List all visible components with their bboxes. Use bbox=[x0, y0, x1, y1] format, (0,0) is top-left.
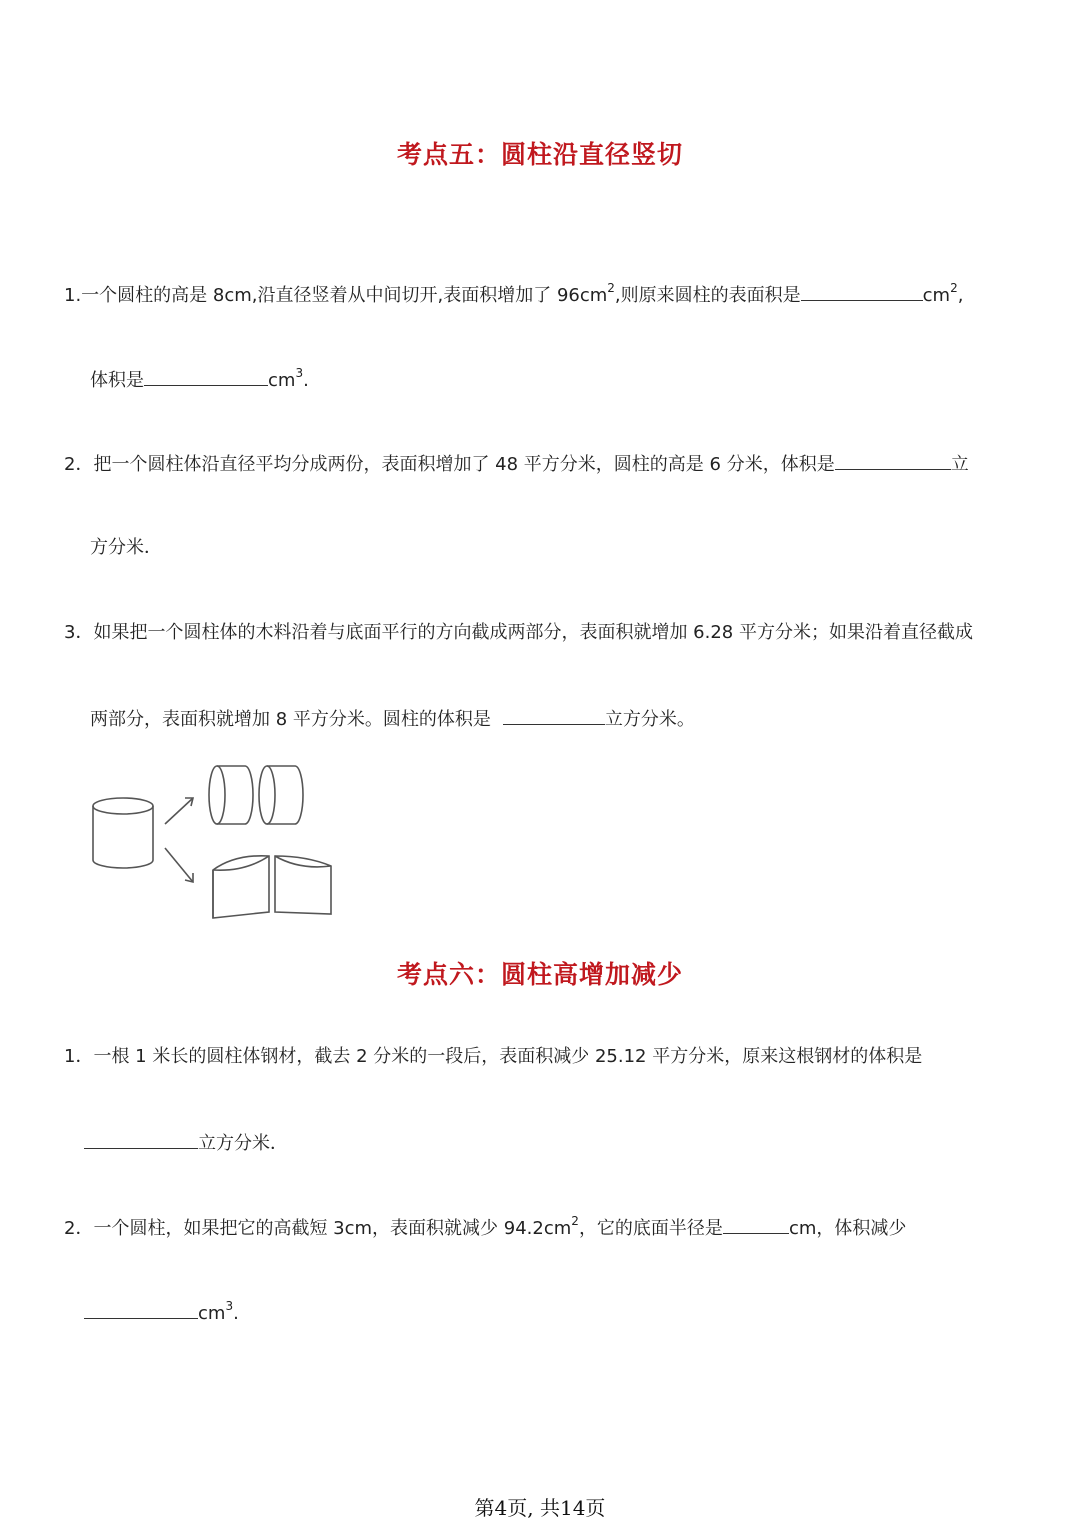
answer-blank[interactable] bbox=[801, 282, 923, 301]
arrow-up-right-icon bbox=[165, 798, 193, 824]
cylinder-icon bbox=[93, 798, 153, 868]
question-5-2-line-2 bbox=[90, 536, 162, 560]
cylinder-cutting-figure bbox=[85, 760, 345, 930]
question-text: 两部分，表面积就增加 8 平方分米。圆柱的体积是 bbox=[90, 709, 491, 730]
question-5-3-line-2 bbox=[90, 706, 695, 732]
answer-blank[interactable] bbox=[723, 1215, 789, 1234]
punctuation: . bbox=[233, 1303, 239, 1324]
question-text: 立方分米。 bbox=[604, 709, 695, 730]
answer-blank[interactable] bbox=[144, 367, 268, 386]
unit-text: cm bbox=[268, 370, 296, 391]
answer-blank[interactable] bbox=[84, 1130, 198, 1149]
question-text: 1.一个圆柱的高是 8cm,沿直径竖着从中间切开,表面积增加了 96cm bbox=[64, 285, 608, 306]
unit-text: cm bbox=[198, 1303, 226, 1324]
question-text: 3．如果把一个圆柱体的木料沿着与底面平行的方向截成两部分，表面积就增加 6.28 平方分米；如果沿着直径截成 bbox=[64, 622, 973, 643]
punctuation: . bbox=[303, 370, 309, 391]
question-text: ，它的底面半径是 bbox=[578, 1218, 723, 1239]
question-5-1-line-1 bbox=[64, 282, 963, 308]
question-text: 2．一个圆柱，如果把它的高截短 3cm，表面积就减少 94.2cm bbox=[64, 1218, 572, 1239]
superscript: 2 bbox=[950, 281, 958, 295]
question-5-1-line-2 bbox=[90, 367, 309, 393]
question-text: 2．把一个圆柱体沿直径平均分成两份，表面积增加了 48 平方分米，圆柱的高是 6 分米，体积是 bbox=[64, 454, 835, 475]
section-5-title: 考点五：圆柱沿直径竖切 bbox=[396, 140, 683, 169]
question-6-2-line-2 bbox=[84, 1300, 239, 1326]
question-text: 立 bbox=[950, 454, 969, 475]
section-6-title: 考点六：圆柱高增加减少 bbox=[396, 960, 683, 989]
superscript: 2 bbox=[571, 1214, 579, 1228]
question-text: 立方分米． bbox=[198, 1133, 288, 1154]
unit-text: cm bbox=[922, 285, 951, 306]
answer-blank[interactable] bbox=[84, 1300, 198, 1319]
question-5-2-line-1 bbox=[64, 451, 969, 477]
question-6-1-line-1 bbox=[64, 1045, 922, 1069]
question-text: 体积是 bbox=[90, 370, 144, 391]
question-text: 1．一根 1 米长的圆柱体钢材，截去 2 分米的一段后，表面积减少 25.12 平方分米，原来这根钢材的体积是 bbox=[64, 1046, 923, 1067]
question-6-2-line-1 bbox=[64, 1215, 906, 1241]
question-text: cm，体积减少 bbox=[788, 1218, 907, 1239]
question-text: 方分米． bbox=[90, 537, 162, 558]
superscript: 3 bbox=[295, 366, 304, 380]
punctuation: , bbox=[957, 285, 964, 306]
vertical-cut-pieces-icon bbox=[213, 856, 331, 918]
horizontal-cut-pieces-icon bbox=[209, 766, 303, 824]
superscript: 2 bbox=[607, 281, 615, 295]
question-text: ,则原来圆柱的表面积是 bbox=[614, 285, 801, 306]
answer-blank[interactable] bbox=[503, 706, 605, 725]
question-5-3-line-1 bbox=[64, 621, 973, 645]
question-6-1-line-2 bbox=[84, 1130, 288, 1156]
page-number: 第4页, 共14页 bbox=[474, 1496, 606, 1520]
superscript: 3 bbox=[225, 1299, 234, 1313]
answer-blank[interactable] bbox=[835, 451, 951, 470]
arrow-down-right-icon bbox=[165, 848, 193, 882]
